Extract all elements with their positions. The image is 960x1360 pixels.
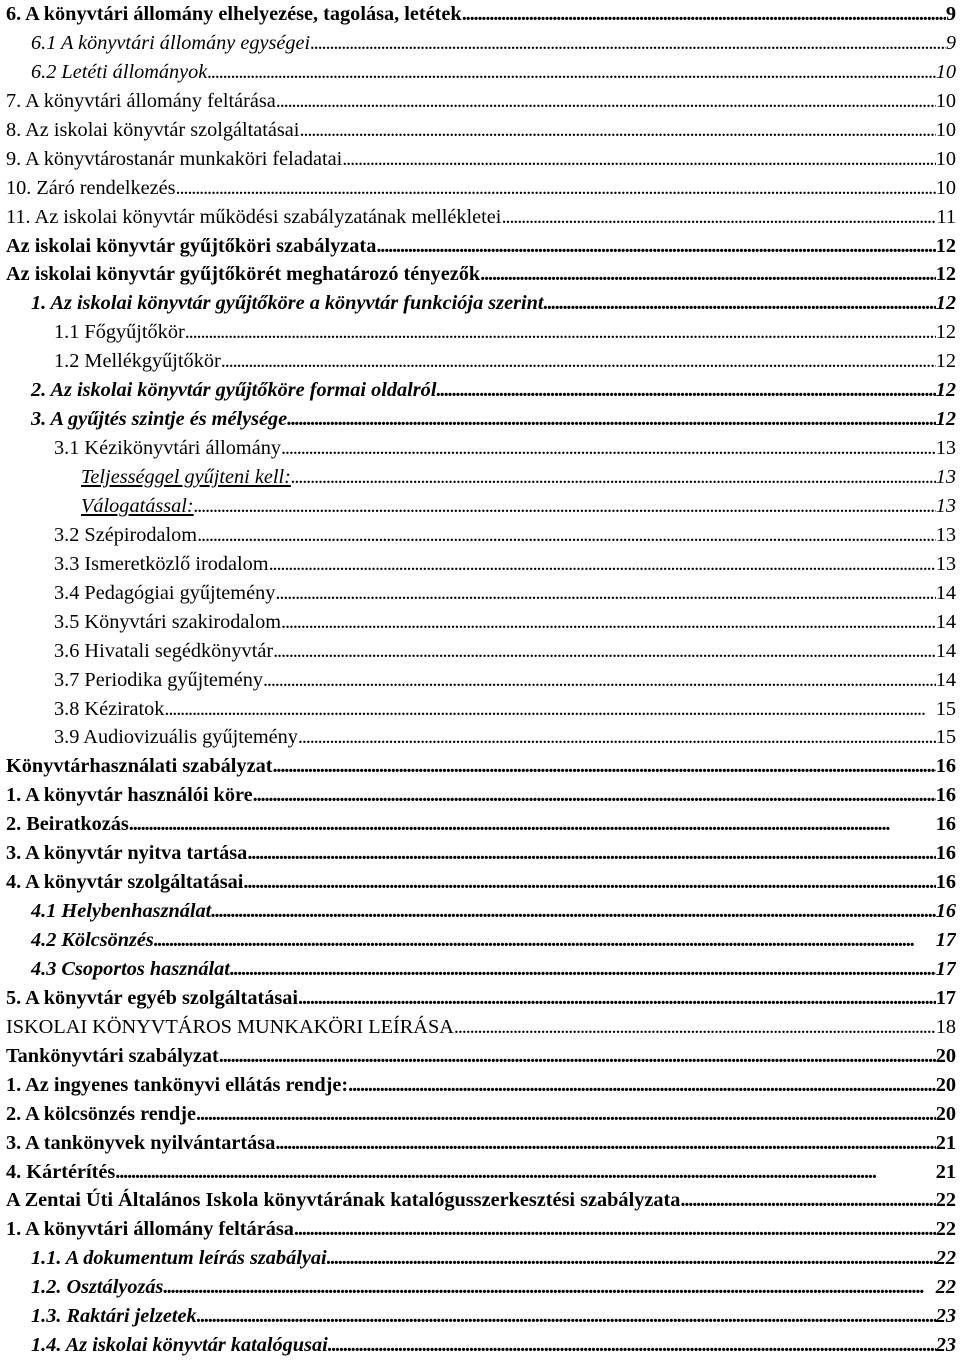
dot-leader	[269, 550, 936, 579]
toc-entry-title: 11. Az iskolai könyvtár működési szabályzatának mellékletei	[6, 205, 502, 228]
dot-leader	[281, 434, 936, 463]
toc-entry-page: 13	[935, 437, 956, 460]
toc-entry-page: 14	[935, 639, 956, 662]
toc-entry-title: 9. A könyvtárostanár munkaköri feladatai	[6, 147, 343, 170]
toc-entry-title: 7. A könyvtári állomány feltárása	[6, 89, 276, 112]
toc-entry[interactable]	[6, 1013, 956, 1042]
toc-entry-title: 2. Az iskolai könyvtár gyűjtőköre formai oldalról	[31, 379, 437, 402]
toc-entry-page: 17	[935, 986, 956, 1009]
toc-entry-page: 15	[935, 697, 956, 720]
dot-leader	[243, 868, 935, 897]
toc-entry[interactable]	[6, 376, 956, 405]
toc-entry-title: 3.5 Könyvtári szakirodalom	[54, 610, 281, 633]
toc-entry[interactable]	[6, 1158, 956, 1187]
toc-entry[interactable]	[6, 984, 956, 1013]
toc-entry-page: 14	[935, 610, 956, 633]
dot-leader	[272, 752, 935, 781]
dot-leader	[342, 145, 935, 174]
dot-leader	[328, 1331, 936, 1360]
toc-entry[interactable]	[6, 839, 956, 868]
toc-entry[interactable]	[6, 116, 956, 145]
toc-entry-page: 10	[935, 147, 956, 170]
dot-leader	[348, 1071, 936, 1100]
toc-entry-page: 17	[935, 929, 956, 951]
toc-entry-title: 3. A könyvtár nyitva tartása	[6, 842, 248, 865]
toc-entry-title: 3. A gyűjtés szintje és mélysége	[31, 408, 288, 431]
toc-entry[interactable]	[6, 521, 956, 550]
toc-entry[interactable]	[6, 29, 956, 58]
dot-leader	[276, 87, 936, 116]
dot-leader	[454, 1013, 936, 1042]
dot-leader	[163, 1273, 935, 1302]
toc-entry-title: 1.4. Az iskolai könyvtár katalógusai	[31, 1334, 328, 1357]
toc-entry[interactable]	[6, 781, 956, 810]
toc-entry[interactable]	[6, 666, 956, 695]
toc-entry[interactable]	[6, 174, 956, 203]
dot-leader	[129, 810, 936, 839]
toc-entry[interactable]	[6, 1100, 956, 1129]
toc-entry-title: 1. Az ingyenes tankönyvi ellátás rendje:	[6, 1073, 349, 1096]
dot-leader	[197, 1302, 936, 1331]
toc-entry[interactable]	[6, 347, 956, 376]
toc-entry-page: 16	[935, 900, 956, 923]
dot-leader	[176, 174, 936, 203]
toc-entry-title: 1.2 Mellékgyűjtőkör	[54, 350, 221, 373]
toc-entry-page: 18	[935, 1015, 956, 1038]
dot-leader	[253, 781, 936, 810]
toc-entry-title: 3.6 Hivatali segédkönyvtár	[54, 639, 274, 662]
toc-entry-title: 3. A tankönyvek nyilvántartása	[6, 1131, 276, 1154]
toc-entry-title: 3.3 Ismeretközlő irodalom	[54, 552, 269, 575]
dot-leader	[197, 521, 936, 550]
dot-leader	[115, 1158, 935, 1187]
toc-entry[interactable]	[6, 723, 956, 752]
dot-leader	[281, 608, 936, 637]
toc-entry-page: 12	[935, 292, 956, 315]
toc-entry-title: Tankönyvtári szabályzat	[6, 1044, 219, 1067]
toc-entry-title: 6.1 A könyvtári állomány egységei	[31, 31, 311, 54]
toc-entry-page: 9	[945, 31, 956, 54]
table-of-contents	[6, 0, 956, 1360]
toc-entry[interactable]	[6, 405, 956, 434]
toc-entry[interactable]	[6, 289, 956, 318]
toc-entry[interactable]	[6, 955, 956, 984]
toc-entry[interactable]	[6, 1129, 956, 1158]
toc-entry-page: 23	[935, 1334, 956, 1357]
dot-leader	[211, 897, 935, 926]
toc-entry-page: 13	[935, 494, 956, 517]
toc-entry[interactable]	[6, 318, 956, 347]
toc-entry-title: 1.1 Főgyűjtőkör	[54, 321, 185, 344]
toc-entry[interactable]	[6, 87, 956, 116]
toc-entry-title: 4.2 Kölcsönzés	[31, 929, 154, 951]
dot-leader	[462, 0, 946, 29]
dot-leader	[376, 232, 935, 261]
toc-entry-page: 15	[935, 726, 956, 749]
dot-leader	[480, 260, 936, 289]
toc-entry-page: 10	[935, 118, 956, 141]
toc-entry[interactable]	[6, 1273, 956, 1302]
toc-entry-page: 21	[935, 1131, 956, 1154]
dot-leader	[207, 58, 935, 87]
dot-leader	[287, 405, 936, 434]
dot-leader	[185, 318, 936, 347]
toc-entry-title: Válogatással:	[81, 494, 194, 517]
dot-leader	[275, 579, 935, 608]
toc-entry-page: 16	[935, 755, 956, 778]
dot-leader	[221, 347, 936, 376]
toc-entry[interactable]	[6, 868, 956, 897]
toc-entry-page: 13	[935, 552, 956, 575]
toc-entry-title: 3.7 Periodika gyűjtemény	[54, 668, 263, 691]
dot-leader	[154, 926, 936, 955]
toc-entry[interactable]	[6, 550, 956, 579]
toc-entry-title: 3.9 Audiovizuális gyűjtemény	[54, 726, 298, 749]
toc-entry[interactable]	[6, 695, 956, 724]
toc-entry[interactable]	[6, 810, 956, 839]
toc-entry[interactable]	[6, 145, 956, 174]
dot-leader	[501, 203, 936, 232]
toc-entry[interactable]	[6, 58, 956, 87]
toc-entry-page: 22	[935, 1247, 956, 1270]
toc-entry[interactable]	[6, 1186, 956, 1215]
toc-entry-page: 14	[935, 668, 956, 691]
toc-entry[interactable]	[6, 434, 956, 463]
toc-entry-page: 10	[935, 176, 956, 199]
dot-leader	[436, 376, 935, 405]
toc-entry[interactable]	[6, 1042, 956, 1071]
toc-entry-page: 12	[935, 321, 956, 344]
toc-entry-page: 16	[935, 871, 956, 894]
dot-leader	[275, 1129, 935, 1158]
toc-entry-title: 4.3 Csoportos használat	[31, 957, 230, 980]
dot-leader	[291, 463, 936, 492]
toc-entry-title: 1. A könyvtári állomány feltárása	[6, 1218, 294, 1241]
dot-leader	[196, 1100, 936, 1129]
toc-entry-page: 13	[935, 523, 956, 546]
toc-entry-title: 1.1. A dokumentum leírás szabályai	[31, 1247, 327, 1270]
toc-entry-page: 16	[935, 784, 956, 807]
toc-entry-page: 20	[935, 1073, 956, 1096]
toc-entry-page: 13	[935, 466, 956, 488]
toc-entry-page: 12	[935, 408, 956, 431]
dot-leader	[298, 723, 936, 752]
dot-leader	[194, 492, 936, 521]
toc-entry[interactable]	[6, 1331, 956, 1360]
toc-entry[interactable]	[6, 1244, 956, 1273]
toc-entry[interactable]	[6, 752, 956, 781]
toc-entry-page: 12	[935, 350, 956, 373]
toc-entry-page: 14	[935, 581, 956, 604]
dot-leader	[230, 955, 936, 984]
toc-entry-title: 1. Az iskolai könyvtár gyűjtőköre a könyvtár funkciója szerint	[31, 292, 544, 315]
toc-entry-title: 8. Az iskolai könyvtár szolgáltatásai	[6, 118, 300, 141]
toc-entry-page: 12	[935, 379, 956, 402]
toc-entry[interactable]	[6, 637, 956, 666]
toc-entry-title: 5. A könyvtár egyéb szolgáltatásai	[6, 986, 299, 1009]
toc-entry-title: 10. Záró rendelkezés	[6, 176, 176, 199]
toc-entry-title: Teljességgel gyűjteni kell:	[81, 466, 291, 488]
dot-leader	[310, 29, 946, 58]
toc-entry-page: 21	[935, 1160, 956, 1183]
toc-entry-page: 10	[935, 60, 956, 83]
toc-entry-title: 3.2 Szépirodalom	[54, 523, 198, 546]
toc-entry-page: 12	[935, 234, 956, 257]
toc-entry[interactable]	[6, 232, 956, 261]
toc-entry[interactable]	[6, 897, 956, 926]
toc-entry-page: 12	[935, 263, 956, 286]
toc-entry[interactable]	[6, 463, 956, 492]
toc-entry[interactable]	[6, 579, 956, 608]
toc-entry-title: 3.8 Kéziratok	[54, 697, 165, 720]
toc-entry-page: 22	[935, 1276, 956, 1299]
dot-leader	[299, 116, 935, 145]
dot-leader	[219, 1042, 936, 1071]
dot-leader	[544, 289, 936, 318]
toc-entry-title: 3.1 Kézikönyvtári állomány	[54, 437, 281, 460]
dot-leader	[294, 1215, 936, 1244]
toc-entry-title: 4.1 Helybenhasználat	[31, 900, 212, 923]
toc-entry-page: 23	[935, 1305, 956, 1328]
toc-entry-title: 6.2 Letéti állományok	[31, 60, 208, 83]
dot-leader	[273, 637, 936, 666]
dot-leader	[327, 1244, 936, 1273]
toc-entry-title: 4. A könyvtár szolgáltatásai	[6, 871, 244, 894]
toc-entry-title: 6. A könyvtári állomány elhelyezése, tagolása, letétek	[6, 3, 462, 25]
toc-entry-title: ISKOLAI KÖNYVTÁROS MUNKAKÖRI LEÍRÁSA	[6, 1015, 454, 1038]
toc-entry-page: 16	[935, 813, 956, 836]
toc-entry-page: 10	[935, 89, 956, 112]
dot-leader	[164, 695, 935, 724]
toc-entry[interactable]	[6, 492, 956, 521]
toc-entry[interactable]	[6, 260, 956, 289]
dot-leader	[247, 839, 935, 868]
toc-entry-title: 1. A könyvtár használói köre	[6, 784, 253, 807]
toc-entry-page: 22	[935, 1189, 956, 1212]
toc-entry[interactable]	[6, 1302, 956, 1331]
toc-entry-title: Az iskolai könyvtár gyűjtőkörét meghatározó tényezők	[6, 263, 481, 286]
toc-entry-page: 20	[935, 1044, 956, 1067]
toc-entry[interactable]	[6, 0, 956, 29]
toc-entry-page: 16	[935, 842, 956, 865]
toc-entry-title: 2. Beiratkozás	[6, 813, 129, 836]
toc-entry-page: 17	[935, 957, 956, 980]
toc-entry-title: 2. A kölcsönzés rendje	[6, 1102, 197, 1125]
dot-leader	[263, 666, 936, 695]
toc-entry[interactable]	[6, 1071, 956, 1100]
toc-entry[interactable]	[6, 926, 956, 955]
dot-leader	[680, 1186, 935, 1215]
toc-entry-title: A Zentai Úti Általános Iskola könyvtárának katalógusszerkesztési szabályzata	[6, 1189, 681, 1212]
toc-entry-title: 3.4 Pedagógiai gyűjtemény	[54, 581, 276, 604]
toc-entry-title: 1.3. Raktári jelzetek	[31, 1305, 197, 1328]
toc-entry[interactable]	[6, 1215, 956, 1244]
toc-entry-page: 20	[935, 1102, 956, 1125]
toc-entry-title: 1.2. Osztályozás	[31, 1276, 164, 1299]
toc-entry[interactable]	[6, 608, 956, 637]
toc-entry-page: 9	[945, 3, 956, 25]
toc-entry-title: Az iskolai könyvtár gyűjtőköri szabályzata	[6, 234, 377, 257]
toc-entry-title: Könyvtárhasználati szabályzat	[6, 755, 273, 778]
toc-entry[interactable]	[6, 203, 956, 232]
dot-leader	[298, 984, 936, 1013]
toc-entry-title: 4. Kártérítés	[6, 1160, 116, 1183]
toc-entry-page: 11	[936, 205, 956, 228]
toc-entry-page: 22	[935, 1218, 956, 1241]
